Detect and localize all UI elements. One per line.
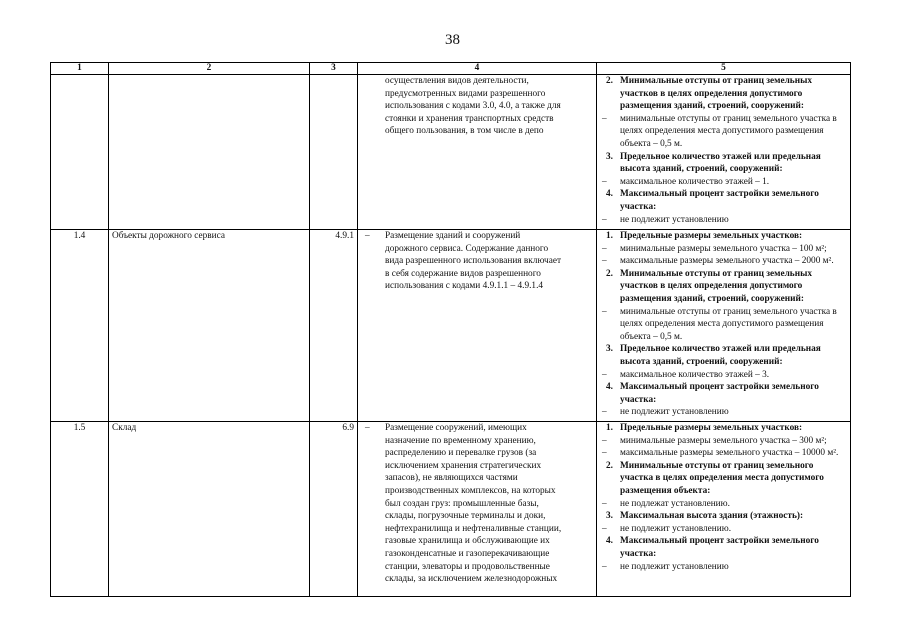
column-header: 3 xyxy=(310,63,358,75)
description-text xyxy=(361,230,593,293)
parameter-title: Предельные размеры земельных участков: xyxy=(620,231,803,241)
parameter-title: Максимальный процент застройки земельного участка: xyxy=(620,382,819,405)
column-header: 2 xyxy=(109,63,310,75)
table-body xyxy=(51,75,851,597)
description-line: склады, погрузочные терминалы и доки, xyxy=(385,511,546,522)
parameters-cell xyxy=(597,230,851,422)
dash-marker: – xyxy=(602,306,607,317)
parameter-heading xyxy=(600,535,847,560)
parameter-value xyxy=(600,306,847,344)
parameter-number: 3. xyxy=(606,151,613,162)
object-name-cell xyxy=(109,75,310,230)
parameter-heading xyxy=(600,151,847,176)
dash-marker: – xyxy=(602,448,607,459)
description-line: запасов), не являющихся частями xyxy=(385,473,518,484)
parameter-value-text: максимальные размеры земельного участка – 10000 м². xyxy=(620,448,839,459)
dash-marker: – xyxy=(602,435,607,446)
dash-marker: – xyxy=(602,561,607,572)
parameter-value xyxy=(600,447,847,460)
description-line: использования с кодами 4.9.1.1 – 4.9.1.4 xyxy=(385,281,544,292)
description-line: распределению и перевалке грузов (за xyxy=(385,448,537,459)
description-line: был создан груз: промышленные базы, xyxy=(385,498,539,509)
description-line: станции, элеваторы и продовольственные xyxy=(385,561,550,572)
description-line: дорожного сервиса. Содержание данного xyxy=(385,243,549,254)
description-cell xyxy=(358,230,597,422)
description-line: вида разрешенного использования включает xyxy=(385,256,562,267)
parameters-cell xyxy=(597,75,851,230)
parameter-heading xyxy=(600,75,847,113)
parameter-value-text: максимальное количество этажей – 1. xyxy=(620,176,770,187)
parameter-title: Минимальные отступы от границ земельного участка в целях определения места допустимого размещения объекта: xyxy=(620,460,824,496)
parameter-value-text: минимальные размеры земельного участка – 300 м²; xyxy=(620,435,827,446)
regulations-table xyxy=(50,62,851,597)
use-code-cell: 4.9.1 xyxy=(310,230,358,422)
table-header-row xyxy=(51,63,851,75)
description-line: общего пользования, в том числе в депо xyxy=(385,126,544,137)
parameter-number: 4. xyxy=(606,189,613,200)
parameter-number: 2. xyxy=(606,460,613,471)
parameter-value xyxy=(600,214,847,227)
parameter-value xyxy=(600,523,847,536)
description-line: назначение по временному хранению, xyxy=(385,435,536,446)
table-row xyxy=(51,422,851,597)
parameter-title: Минимальные отступы от границ земельных участков в целях определения допустимого размещения зданий, строений, сооружений: xyxy=(620,76,812,112)
object-name-cell: Объекты дорожного сервиса xyxy=(109,230,310,422)
dash-marker: – xyxy=(365,231,370,241)
parameter-value-text: не подлежит установлению xyxy=(620,561,729,572)
parameter-title: Максимальная высота здания (этажность): xyxy=(620,511,804,522)
dash-marker: – xyxy=(602,523,607,534)
dash-marker: – xyxy=(602,176,607,187)
parameter-value xyxy=(600,498,847,511)
description-line: исключением хранения стратегических xyxy=(385,460,542,471)
parameter-number: 4. xyxy=(606,382,613,393)
dash-marker: – xyxy=(602,243,607,254)
dash-marker: – xyxy=(602,498,607,509)
description-text xyxy=(361,75,593,138)
parameter-title: Предельное количество этажей или предельная высота зданий, строений, сооружений: xyxy=(620,151,821,175)
parameter-heading xyxy=(600,381,847,406)
parameters-cell xyxy=(597,422,851,597)
parameter-title: Минимальные отступы от границ земельных участков в целях определения допустимого размещения зданий, строений, сооружений: xyxy=(620,268,812,304)
description-line: стоянки и хранения транспортных средств xyxy=(385,113,554,124)
dash-marker: – xyxy=(365,423,370,433)
row-number-cell xyxy=(51,75,109,230)
parameter-value-text: минимальные отступы от границ земельного участка в целях определения места допустимого размещения объекта – 0,5 м. xyxy=(620,113,837,149)
row-number-cell: 1.4 xyxy=(51,230,109,422)
parameter-number: 2. xyxy=(606,76,613,86)
parameter-heading xyxy=(600,343,847,368)
parameter-number: 3. xyxy=(606,344,613,355)
parameter-value-text: не подлежит установлению xyxy=(620,214,729,225)
parameter-value-text: минимальные отступы от границ земельного участка в целях определения места допустимого размещения объекта – 0,5 м. xyxy=(620,306,837,342)
parameter-heading xyxy=(600,230,847,243)
dash-marker: – xyxy=(602,256,607,267)
description-line: производственных комплексов, на которых xyxy=(385,485,556,496)
parameter-heading xyxy=(600,460,847,498)
parameter-number: 2. xyxy=(606,268,613,279)
object-name-cell: Склад xyxy=(109,422,310,597)
description-line: Размещение сооружений, имеющих xyxy=(385,423,527,433)
description-line: склады, за исключением железнодорожных xyxy=(385,574,558,585)
description-line: Размещение зданий и сооружений xyxy=(385,231,521,241)
use-code-cell: 6.9 xyxy=(310,422,358,597)
description-cell xyxy=(358,75,597,230)
dash-marker: – xyxy=(602,214,607,225)
use-code-cell xyxy=(310,75,358,230)
description-line: нефтехранилища и нефтеналивные станции, xyxy=(385,523,562,534)
dash-marker: – xyxy=(602,407,607,418)
parameter-value xyxy=(600,113,847,151)
parameter-value xyxy=(600,243,847,256)
table-row xyxy=(51,75,851,230)
column-header: 1 xyxy=(51,63,109,75)
parameter-number: 1. xyxy=(606,423,613,433)
description-cell xyxy=(358,422,597,597)
parameter-number: 4. xyxy=(606,536,613,547)
parameter-heading xyxy=(600,268,847,306)
parameter-value-text: не подлежит установлению xyxy=(620,407,729,418)
column-header: 5 xyxy=(597,63,851,75)
parameter-value-text: не подлежат установлению. xyxy=(620,498,730,509)
parameter-value-text: не подлежит установлению. xyxy=(620,523,732,534)
description-line: в себя содержание видов разрешенного xyxy=(385,268,541,279)
dash-marker: – xyxy=(602,113,607,124)
parameter-value xyxy=(600,406,847,419)
parameter-heading xyxy=(600,422,847,435)
parameter-value xyxy=(600,176,847,189)
parameter-number: 3. xyxy=(606,511,613,522)
parameter-value xyxy=(600,255,847,268)
parameter-value xyxy=(600,561,847,574)
description-line: осуществления видов деятельности, xyxy=(385,76,529,86)
parameter-heading xyxy=(600,510,847,523)
parameter-number: 1. xyxy=(606,231,613,241)
column-header: 4 xyxy=(358,63,597,75)
description-text xyxy=(361,422,593,586)
description-line: газоконденсатные и газоперекачивающие xyxy=(385,548,550,559)
parameter-title: Максимальный процент застройки земельного участка: xyxy=(620,536,819,559)
parameter-value-text: максимальные размеры земельного участка – 2000 м². xyxy=(620,256,834,267)
parameter-value-text: минимальные размеры земельного участка – 100 м²; xyxy=(620,243,827,254)
description-line: использования с кодами 3.0, 4.0, а также для xyxy=(385,101,561,112)
parameter-value-text: максимальное количество этажей – 3. xyxy=(620,369,770,380)
dash-marker: – xyxy=(602,369,607,380)
description-line: газовые хранилища и обслуживающие их xyxy=(385,536,550,547)
parameter-title: Предельные размеры земельных участков: xyxy=(620,423,803,433)
table-row xyxy=(51,230,851,422)
parameter-title: Предельное количество этажей или предельная высота зданий, строений, сооружений: xyxy=(620,344,821,367)
description-line: предусмотренных видами разрешенного xyxy=(385,88,546,99)
page-number: 38 xyxy=(445,32,460,48)
parameter-heading xyxy=(600,188,847,213)
parameter-title: Максимальный процент застройки земельного участка: xyxy=(620,189,819,212)
parameter-value xyxy=(600,369,847,382)
row-number-cell: 1.5 xyxy=(51,422,109,597)
parameter-value xyxy=(600,435,847,448)
